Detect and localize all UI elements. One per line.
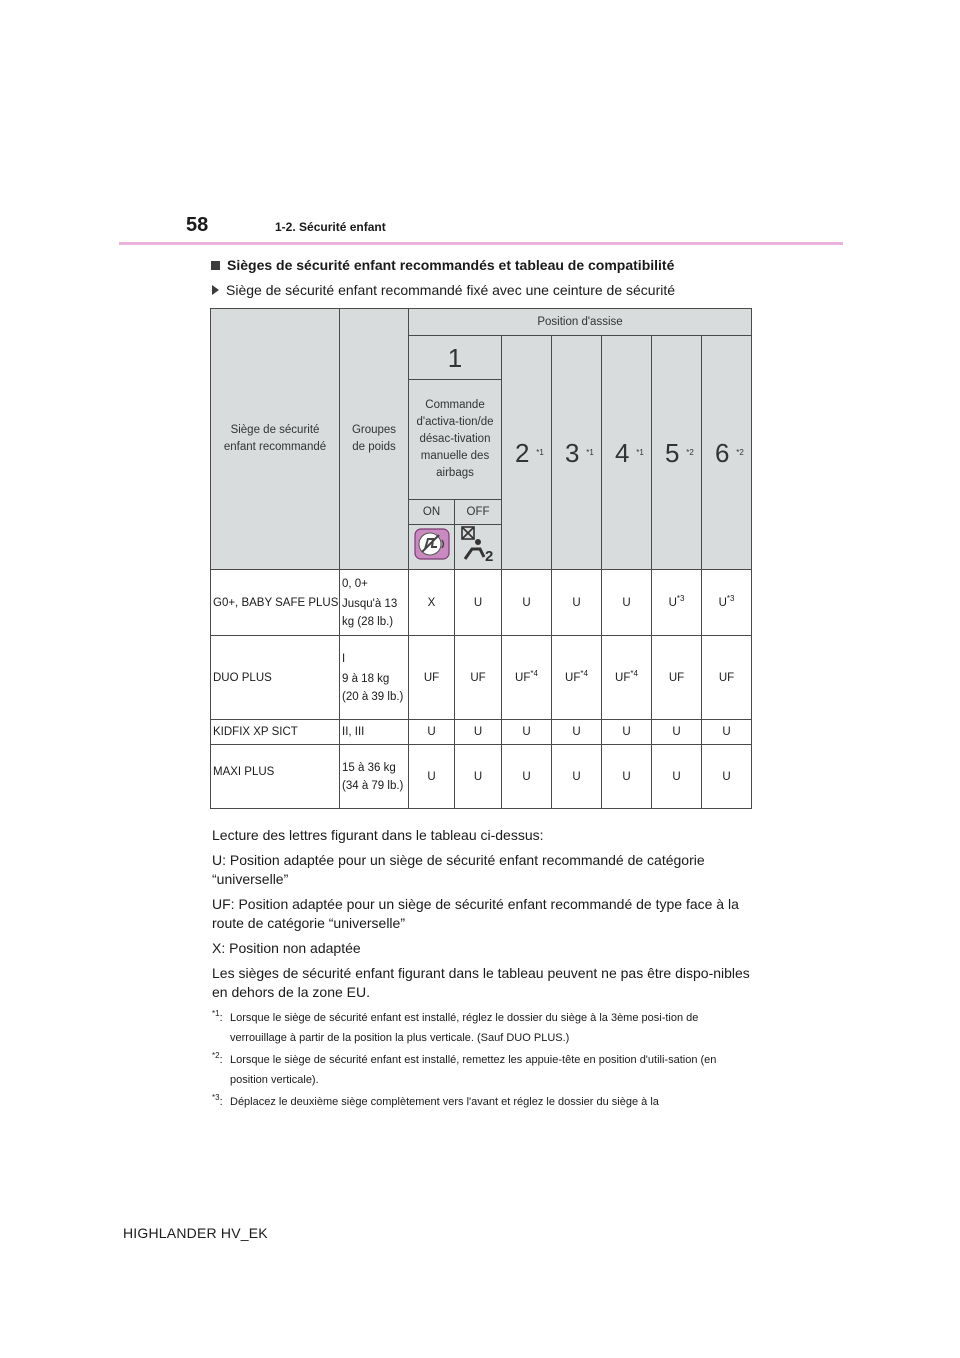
weight-group bbox=[340, 570, 409, 636]
cell-value: U bbox=[552, 720, 602, 745]
cell-note: *3 bbox=[726, 593, 735, 603]
cell-value-with-note bbox=[502, 636, 552, 720]
legend-x: X: Position non adaptée bbox=[212, 940, 361, 956]
seat-4-icon: 4 bbox=[614, 437, 630, 468]
seat-name: DUO PLUS bbox=[211, 636, 340, 720]
seat-3-icon: 3 bbox=[564, 437, 580, 468]
cell-value: U bbox=[409, 720, 455, 745]
cell-note: *4 bbox=[580, 668, 588, 678]
position-3-note: *1 bbox=[586, 447, 594, 457]
position-6-note: *2 bbox=[736, 447, 744, 457]
footnote-text: Lorsque le siège de sécurité enfant est installé, réglez le dossier du siège à la 3ème posi-tion de verrouillage à partir de la position la plus verticale. (Sauf DUO PLUS.) bbox=[230, 1012, 699, 1044]
cell-value-with-note bbox=[552, 636, 602, 720]
position-header: Position d'assise bbox=[409, 309, 752, 336]
main-heading bbox=[211, 257, 674, 273]
weight-group-line: I bbox=[342, 652, 346, 665]
square-bullet-icon bbox=[211, 261, 220, 270]
cell-note: *4 bbox=[530, 668, 538, 678]
seat-column-header: Siège de sécurité enfant recommandé bbox=[211, 309, 340, 570]
cell-value: U bbox=[602, 570, 652, 636]
seat-2-icon: 2 bbox=[514, 437, 530, 468]
position-4-note: *1 bbox=[636, 447, 644, 457]
cell-value: UF bbox=[652, 636, 702, 720]
passenger-airbag-icon bbox=[458, 525, 498, 563]
on-label: ON bbox=[409, 500, 455, 525]
cell-value: UF bbox=[515, 671, 531, 684]
footnote-text: Lorsque le siège de sécurité enfant est installé, remettez les appuie-tête en position d'utili-sation (en position verticale). bbox=[230, 1054, 717, 1086]
cell-value: U bbox=[702, 720, 752, 745]
cell-value: U bbox=[602, 745, 652, 809]
table-row bbox=[211, 720, 752, 745]
cell-value: U bbox=[502, 745, 552, 809]
airbag-on-indicator-cell bbox=[455, 525, 502, 570]
footnote bbox=[212, 1050, 752, 1090]
weight-group bbox=[340, 745, 409, 809]
page-number: 58 bbox=[186, 214, 209, 236]
cell-value-with-note bbox=[652, 570, 702, 636]
weight-group-line: 0, 0+ bbox=[342, 577, 368, 590]
main-heading-text: Sièges de sécurité enfant recommandés et tableau de compatibilité bbox=[227, 257, 675, 273]
seat-5-icon: 5 bbox=[664, 437, 680, 468]
legend-section bbox=[212, 826, 752, 1112]
cell-value-with-note bbox=[702, 570, 752, 636]
compatibility-table bbox=[210, 308, 752, 809]
footnote-text: Déplacez le deuxième siège complètement vers l'avant et réglez le dossier du siège à la bbox=[230, 1096, 659, 1108]
section-title: 1-2. Sécurité enfant bbox=[275, 220, 386, 234]
cell-value: U bbox=[502, 570, 552, 636]
legend-uf: UF: Position adaptée pour un siège de sécurité enfant recommandé de type face à la route de catégorie “universelle” bbox=[212, 896, 739, 931]
position-1-cell bbox=[409, 336, 502, 380]
legend-u: U: Position adaptée pour un siège de sécurité enfant recommandé de catégorie “universelle” bbox=[212, 852, 705, 887]
cell-value: U bbox=[552, 570, 602, 636]
position-5-note: *2 bbox=[686, 447, 694, 457]
triangle-bullet-icon bbox=[212, 285, 219, 295]
seat-name: MAXI PLUS bbox=[211, 745, 340, 809]
cell-value: X bbox=[409, 570, 455, 636]
cell-value: UF bbox=[615, 671, 631, 684]
cell-value: U bbox=[552, 745, 602, 809]
table-row bbox=[211, 745, 752, 809]
cell-value: U bbox=[455, 745, 502, 809]
weight-group: II, III bbox=[340, 720, 409, 745]
cell-value: U bbox=[718, 596, 727, 609]
position-4-cell bbox=[602, 336, 652, 570]
sub-heading-text: Siège de sécurité enfant recommandé fixé avec une ceinture de sécurité bbox=[226, 282, 676, 298]
cell-value: U bbox=[652, 745, 702, 809]
position-3-cell bbox=[552, 336, 602, 570]
seat-name: G0+, BABY SAFE PLUS bbox=[211, 570, 340, 636]
table-row bbox=[211, 570, 752, 636]
cell-value: UF bbox=[455, 636, 502, 720]
cell-value: U bbox=[652, 720, 702, 745]
footnote bbox=[212, 1008, 752, 1048]
cell-value: U bbox=[668, 596, 677, 609]
position-2-cell bbox=[502, 336, 552, 570]
header-rule bbox=[119, 242, 843, 245]
seat-1-icon: 1 bbox=[447, 342, 463, 373]
weight-group-line: Jusqu'à 13 kg (28 lb.) bbox=[342, 597, 398, 628]
position-2-note: *1 bbox=[536, 447, 544, 457]
cell-note: *4 bbox=[630, 668, 638, 678]
cell-value: UF bbox=[409, 636, 455, 720]
legend-intro: Lecture des lettres figurant dans le tableau ci-dessus: bbox=[212, 827, 544, 843]
seat-name: KIDFIX XP SICT bbox=[211, 720, 340, 745]
off-label: OFF bbox=[455, 500, 502, 525]
cell-value: U bbox=[702, 745, 752, 809]
groups-column-header: Groupes de poids bbox=[340, 309, 409, 570]
footnote bbox=[212, 1092, 752, 1112]
cell-value: U bbox=[455, 720, 502, 745]
weight-group bbox=[340, 636, 409, 720]
weight-group-line: 15 à 36 kg (34 à 79 lb.) bbox=[342, 761, 404, 792]
table-row bbox=[211, 636, 752, 720]
position-6-cell bbox=[702, 336, 752, 570]
cell-value: UF bbox=[702, 636, 752, 720]
footnote-mark: $^{*3}$: bbox=[212, 1093, 223, 1108]
weight-group-line: 9 à 18 kg (20 à 39 lb.) bbox=[342, 672, 404, 703]
seat-6-icon: 6 bbox=[714, 437, 730, 468]
cell-value: U bbox=[602, 720, 652, 745]
cell-value: U bbox=[455, 570, 502, 636]
airbag-control-label: Commande d'activa-tion/de désac-tivation manuelle des airbags bbox=[409, 380, 502, 500]
footnote-mark: $^{*2}$: bbox=[212, 1051, 223, 1066]
airbag-off-indicator-icon bbox=[413, 527, 451, 561]
cell-value: U bbox=[409, 745, 455, 809]
footnote-mark: $^{*1}$: bbox=[212, 1009, 223, 1024]
cell-note: *3 bbox=[676, 593, 685, 603]
sub-heading bbox=[212, 282, 675, 298]
cell-value-with-note bbox=[602, 636, 652, 720]
svg-text:2: 2 bbox=[485, 548, 494, 563]
position-5-cell bbox=[652, 336, 702, 570]
cell-value: U bbox=[502, 720, 552, 745]
footer-model: HIGHLANDER HV_EK bbox=[123, 1225, 268, 1241]
cell-value: UF bbox=[565, 671, 581, 684]
airbag-off-indicator-cell bbox=[409, 525, 455, 570]
legend-eu-note: Les sièges de sécurité enfant figurant dans le tableau peuvent ne pas être dispo-nibles en dehors de la zone EU. bbox=[212, 965, 750, 1000]
